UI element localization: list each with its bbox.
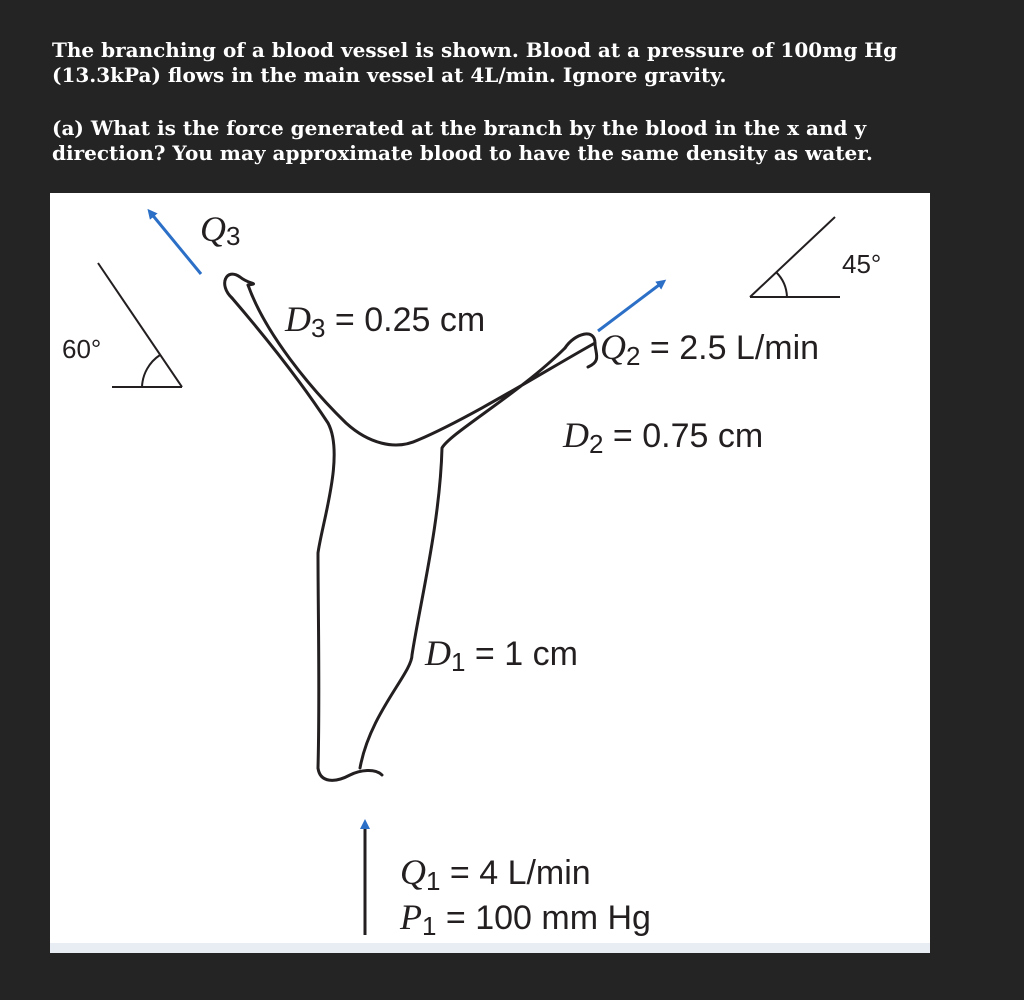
d1-label: D1 = 1 cm [425,633,578,677]
d3-vessel-end [225,274,254,298]
q1-label: Q1 = 4 L/min [400,852,591,896]
problem-statement: The branching of a blood vessel is shown. Blood at a pressure of 100mg Hg (13.3kPa) flows in the main vessel at 4L/min. Ignore gravity. [52,38,898,87]
figure-bottom-strip [50,943,930,953]
angle-60-marker [62,263,182,387]
vessel-outline [232,285,595,768]
d3-label: D3 = 0.25 cm [285,299,486,343]
p1-label: P1 = 100 mm Hg [400,897,651,941]
angle-45-label: 45° [842,249,882,279]
vessel-diagram [50,193,930,953]
d1-vessel-end [318,768,382,780]
q3-flow-arrow [150,212,201,274]
question-part-a: (a) What is the force generated at the branch by the blood in the x and y direction? You may approximate blood to have the same density as water. [52,116,873,165]
angle-45-marker [750,217,881,297]
q2-label: Q2 = 2.5 L/min [600,327,820,371]
angle-60-label: 60° [62,334,102,364]
q3-label: Q3 [200,209,241,251]
blood-vessel-figure [50,193,930,953]
d2-label: D2 = 0.75 cm [563,415,764,459]
q2-flow-arrow [598,282,663,331]
